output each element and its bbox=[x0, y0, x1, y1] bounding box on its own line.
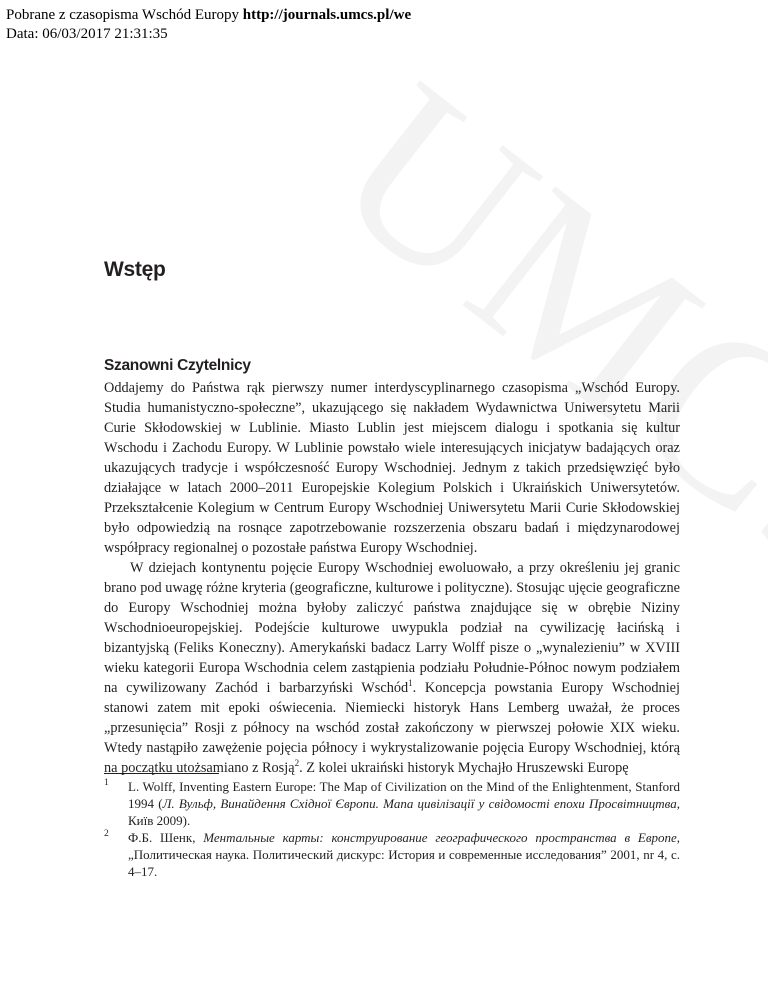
footnote-1 bbox=[104, 778, 680, 829]
source-prefix: Pobrane z czasopisma Wschód Europy bbox=[6, 7, 239, 23]
footnotes bbox=[104, 778, 680, 880]
footnote-1-end: , Київ 2009). bbox=[128, 796, 680, 828]
footnote-divider bbox=[104, 773, 219, 774]
paragraph-1: Oddajemy do Państwa rąk pierwszy numer interdyscyplinarnego czasopisma „Wschód Europy. Studia humanistyczno-społeczne”, ukazującego się nakładem Wydawnictwa Uniwersytetu Marii Curie Skłodowskiej w Lublinie. Miasto Lublin jest miejscem dialogu i spotkania się kultur Wschodu i Zachodu Europy. W Lublinie powstało wiele interesujących inicjatyw badających oraz ukazujących tradycje i współczesność Europy Wschodniej. Jednym z takich przedsięwzięć było działające w latach 2000–2011 Europejskie Kolegium Polskich i Ukraińskich Uniwersytetów. Przekształcenie Kolegium w Centrum Europy Wschodniej Uniwersytetu Marii Curie Skłodowskiej było odpowiedzią na rosnące zapotrzebowanie rozszerzenia obszaru badań i międzynarodowej współpracy regionalnej o pozostałe państwa Europy Wschodniej. bbox=[104, 380, 680, 556]
source-line bbox=[6, 6, 411, 25]
footnote-ref-1[interactable]: 1 bbox=[408, 678, 413, 689]
footnote-2-text: Ф.Б. Шенк, bbox=[128, 830, 204, 845]
download-date: Data: 06/03/2017 21:31:35 bbox=[6, 26, 168, 42]
paragraph-2 bbox=[104, 558, 680, 778]
paragraph-2-part-b: . Koncepcja powstania Europy Wschodniej stanowi zatem mit epoki oświecenia. Niemiecki historyk Hans Lemberg uważał, że proces „przesunięcia” Rosji z północy na wschód został zakończony w pierwszej połowie XIX wieku. Wtedy nastąpiło zawężenie pojęcia północy i wykrystalizowanie pojęcia Europy Wschodniej, którą na początku utożsamiano z Rosją bbox=[104, 680, 680, 776]
footnote-1-text: L. Wolff, Inventing Eastern Europe: The Map of Civilization on the Mind of the Enlightenment, Stanford 1994 ( bbox=[128, 779, 680, 811]
footnote-2-end: , „Политическая наука. Политический дискурс: История и современные исследования” 2001, nr 4, с. 4–17. bbox=[128, 830, 680, 879]
footnote-2-italic: Ментальные карты: конструирование географического пространства в Европе bbox=[203, 830, 677, 845]
download-header bbox=[6, 6, 411, 44]
footnote-ref-2[interactable]: 2 bbox=[294, 758, 300, 769]
paragraph-2-part-a: W dziejach kontynentu pojęcie Europy Wschodniej ewoluowało, a przy określeniu jej granic brano pod uwagę różne kryteria (geograficzne, kulturowe i polityczne). Stosując ujęcie geograficzne do Europy Wschodniej można byłoby zaliczyć państwa znajdujące się w obrębie Niziny Wschodnioeuropejskiej. Podejście kulturowe uwypukla podział na cywilizację łacińską i bizantyjską (Feliks Koneczny). Amerykański badacz Larry Wolff pisze o „wynalezieniu” w XVIII wieku kategorii Europa Wschodnia celem zastąpienia podziału Południe-Północ nowym podziałem na cywilizowany Zachód i barbarzyński Wschód bbox=[104, 560, 680, 696]
footnote-2 bbox=[104, 829, 680, 880]
article-body bbox=[104, 378, 680, 778]
footnote-1-number: 1 bbox=[104, 778, 109, 788]
paragraph-2-part-c: . Z kolei ukraiński historyk Mychajło Hruszewski Europę bbox=[299, 760, 629, 776]
footnote-1-italic: Л. Вульф, Винайдення Східної Європи. Мапа цивілізації у свідомості епохи Просвітництва bbox=[162, 796, 677, 811]
journal-link[interactable]: http://journals.umcs.pl/we bbox=[242, 7, 412, 23]
page-title: Wstęp bbox=[104, 258, 166, 281]
section-heading: Szanowni Czytelnicy bbox=[104, 357, 251, 374]
footnote-2-number: 2 bbox=[104, 829, 109, 839]
